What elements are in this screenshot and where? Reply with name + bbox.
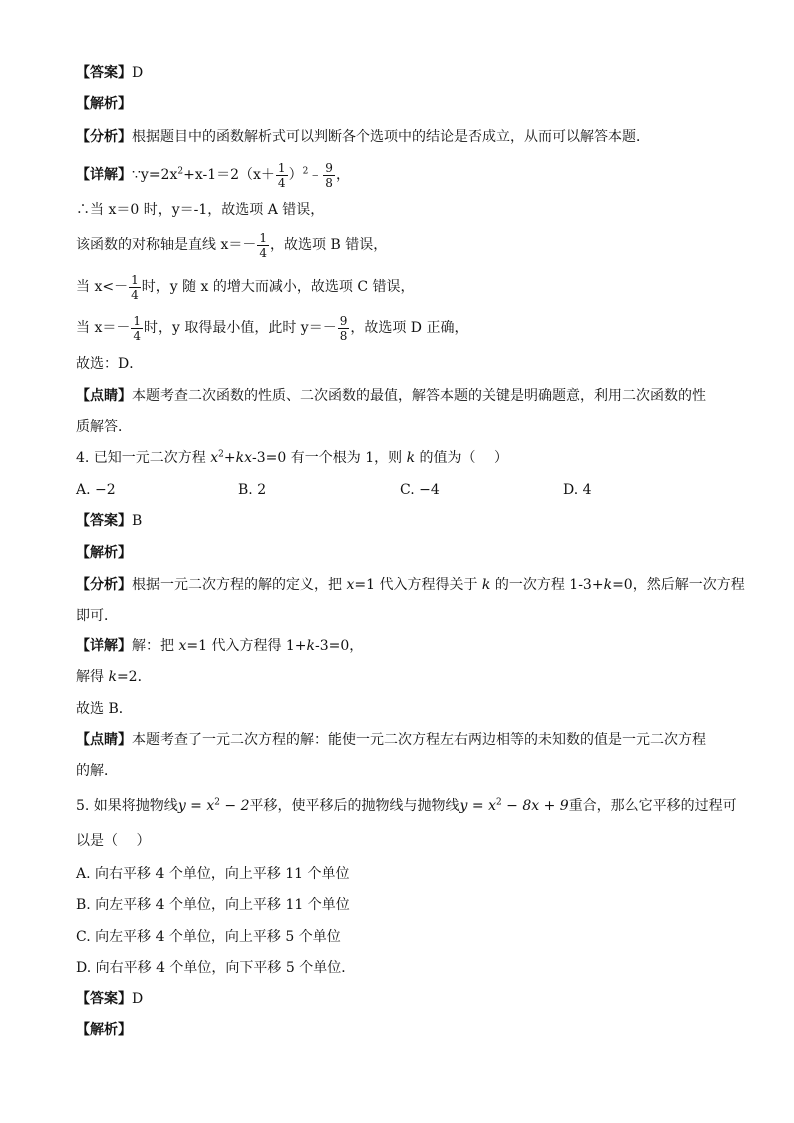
q4-option-c: C. −4 bbox=[400, 482, 440, 498]
q4-xiangjie: 【详解】解：把 x=1 代入方程得 1+k-3=0， bbox=[76, 638, 364, 654]
answer-tag: 【答案】 bbox=[76, 65, 132, 81]
eq-text: ） bbox=[288, 167, 303, 183]
q3-xiangjie bbox=[76, 158, 350, 192]
fenxi-text: 根据题目中的函数解析式可以判断各个选项中的结论是否成立，从而可以解答本题． bbox=[132, 129, 650, 145]
q5-eq1: y = x bbox=[177, 798, 215, 814]
eq-sup: 2 bbox=[302, 166, 309, 177]
q4-fenxi: 【分析】根据一元二次方程的解的定义，把 x=1 代入方程得关于 k 的一次方程 1-3+k=0，然后解一次方程 bbox=[76, 577, 745, 593]
q5-stem: 5. 如果将抛物线$y = x^2 - 2$平移，使平移后的抛物线与抛物线$y = x^2 - 8x + 9$重合，那么它平移的过程可 bbox=[76, 797, 737, 814]
fraction-1-4: $\frac{1}{4}$ bbox=[259, 230, 267, 260]
q4-option-a: A. −2 bbox=[76, 482, 116, 498]
dianjing-tag: 【点睛】 bbox=[76, 388, 132, 404]
q4-option-b: B. 2 bbox=[238, 482, 267, 498]
xiangjie-tag: 【详解】 bbox=[76, 167, 132, 183]
q4-choose: 故选 B． bbox=[76, 701, 133, 717]
q5-option-b: B. 向左平移 4 个单位，向上平移 11 个单位 bbox=[76, 897, 350, 913]
q3-line-1: ∴当 x＝0 时，y＝-1，故选项 A 错误， bbox=[76, 202, 325, 218]
q5-stem-2: 以是（ ） bbox=[76, 833, 151, 849]
q3-line-2: 该函数的对称轴是直线 x＝－ $\frac{1}{4}$ ，故选项 B 错误， bbox=[76, 230, 388, 260]
q3-fenxi bbox=[76, 127, 650, 147]
q5-eq2: y = x bbox=[459, 798, 496, 814]
q4-option-d: D. 4 bbox=[563, 482, 592, 498]
q3-dianjing-2: 质解答． bbox=[76, 419, 132, 435]
eq-text: ﹣ bbox=[308, 167, 323, 183]
fraction-1-4: $\frac{1}{4}$ bbox=[277, 160, 286, 190]
q3-line-3: 当 x<－ $\frac{1}{4}$ 时，y 随 x 的增大而减小，故选项 C 错误， bbox=[76, 272, 415, 302]
eq-text: +x-1＝2（x＋ bbox=[183, 167, 275, 183]
q4-solve: 解得 k=2． bbox=[76, 669, 152, 685]
q4-answer-line: 【答案】B bbox=[76, 513, 143, 529]
q3-analysis-tag: 【解析】 bbox=[76, 96, 132, 112]
eq-text: ， bbox=[335, 167, 350, 183]
q5-analysis-tag: 【解析】 bbox=[76, 1022, 132, 1038]
fenxi-tag: 【分析】 bbox=[76, 129, 132, 145]
q4-fenxi-2: 即可． bbox=[76, 608, 118, 624]
q4-analysis-tag: 【解析】 bbox=[76, 545, 132, 561]
eq-sup: 2 bbox=[177, 166, 184, 177]
eq-text: ∵y=2x bbox=[132, 167, 178, 183]
answer-value: D bbox=[132, 65, 144, 81]
fraction-9-8: $\frac{9}{8}$ bbox=[325, 160, 333, 190]
q5-option-a: A. 向右平移 4 个单位，向上平移 11 个单位 bbox=[76, 866, 350, 882]
q4-dianjing-2: 的解． bbox=[76, 763, 118, 779]
q3-answer-line bbox=[76, 63, 143, 83]
q3-dianjing: 【点睛】本题考查二次函数的性质、二次函数的最值，解答本题的关键是明确题意，利用二次函数的性 bbox=[76, 388, 706, 404]
q3-line-4: 当 x＝－ $\frac{1}{4}$ 时，y 取得最小值，此时 y＝－ $\frac{9}{8}$ ，故选项 D 正确， bbox=[76, 313, 469, 343]
q5-answer-line: 【答案】D bbox=[76, 991, 144, 1007]
fraction-1-4: $\frac{1}{4}$ bbox=[133, 313, 141, 343]
q3-line-5: 故选：D． bbox=[76, 356, 144, 372]
q4-stem: 4. 已知一元二次方程 $x^2+kx-3=0$ 有一个根为 1，则 k 的值为（ ） bbox=[76, 449, 508, 466]
fraction-9-8: $\frac{9}{8}$ bbox=[339, 313, 348, 343]
q5-option-d: D. 向右平移 4 个单位，向下平移 5 个单位． bbox=[76, 960, 356, 976]
fraction-1-4: $\frac{1}{4}$ bbox=[131, 272, 139, 302]
q4-dianjing: 【点睛】本题考查了一元二次方程的解：能使一元二次方程左右两边相等的未知数的值是一元二次方程 bbox=[76, 732, 706, 748]
q5-option-c: C. 向左平移 4 个单位，向上平移 5 个单位 bbox=[76, 929, 341, 945]
